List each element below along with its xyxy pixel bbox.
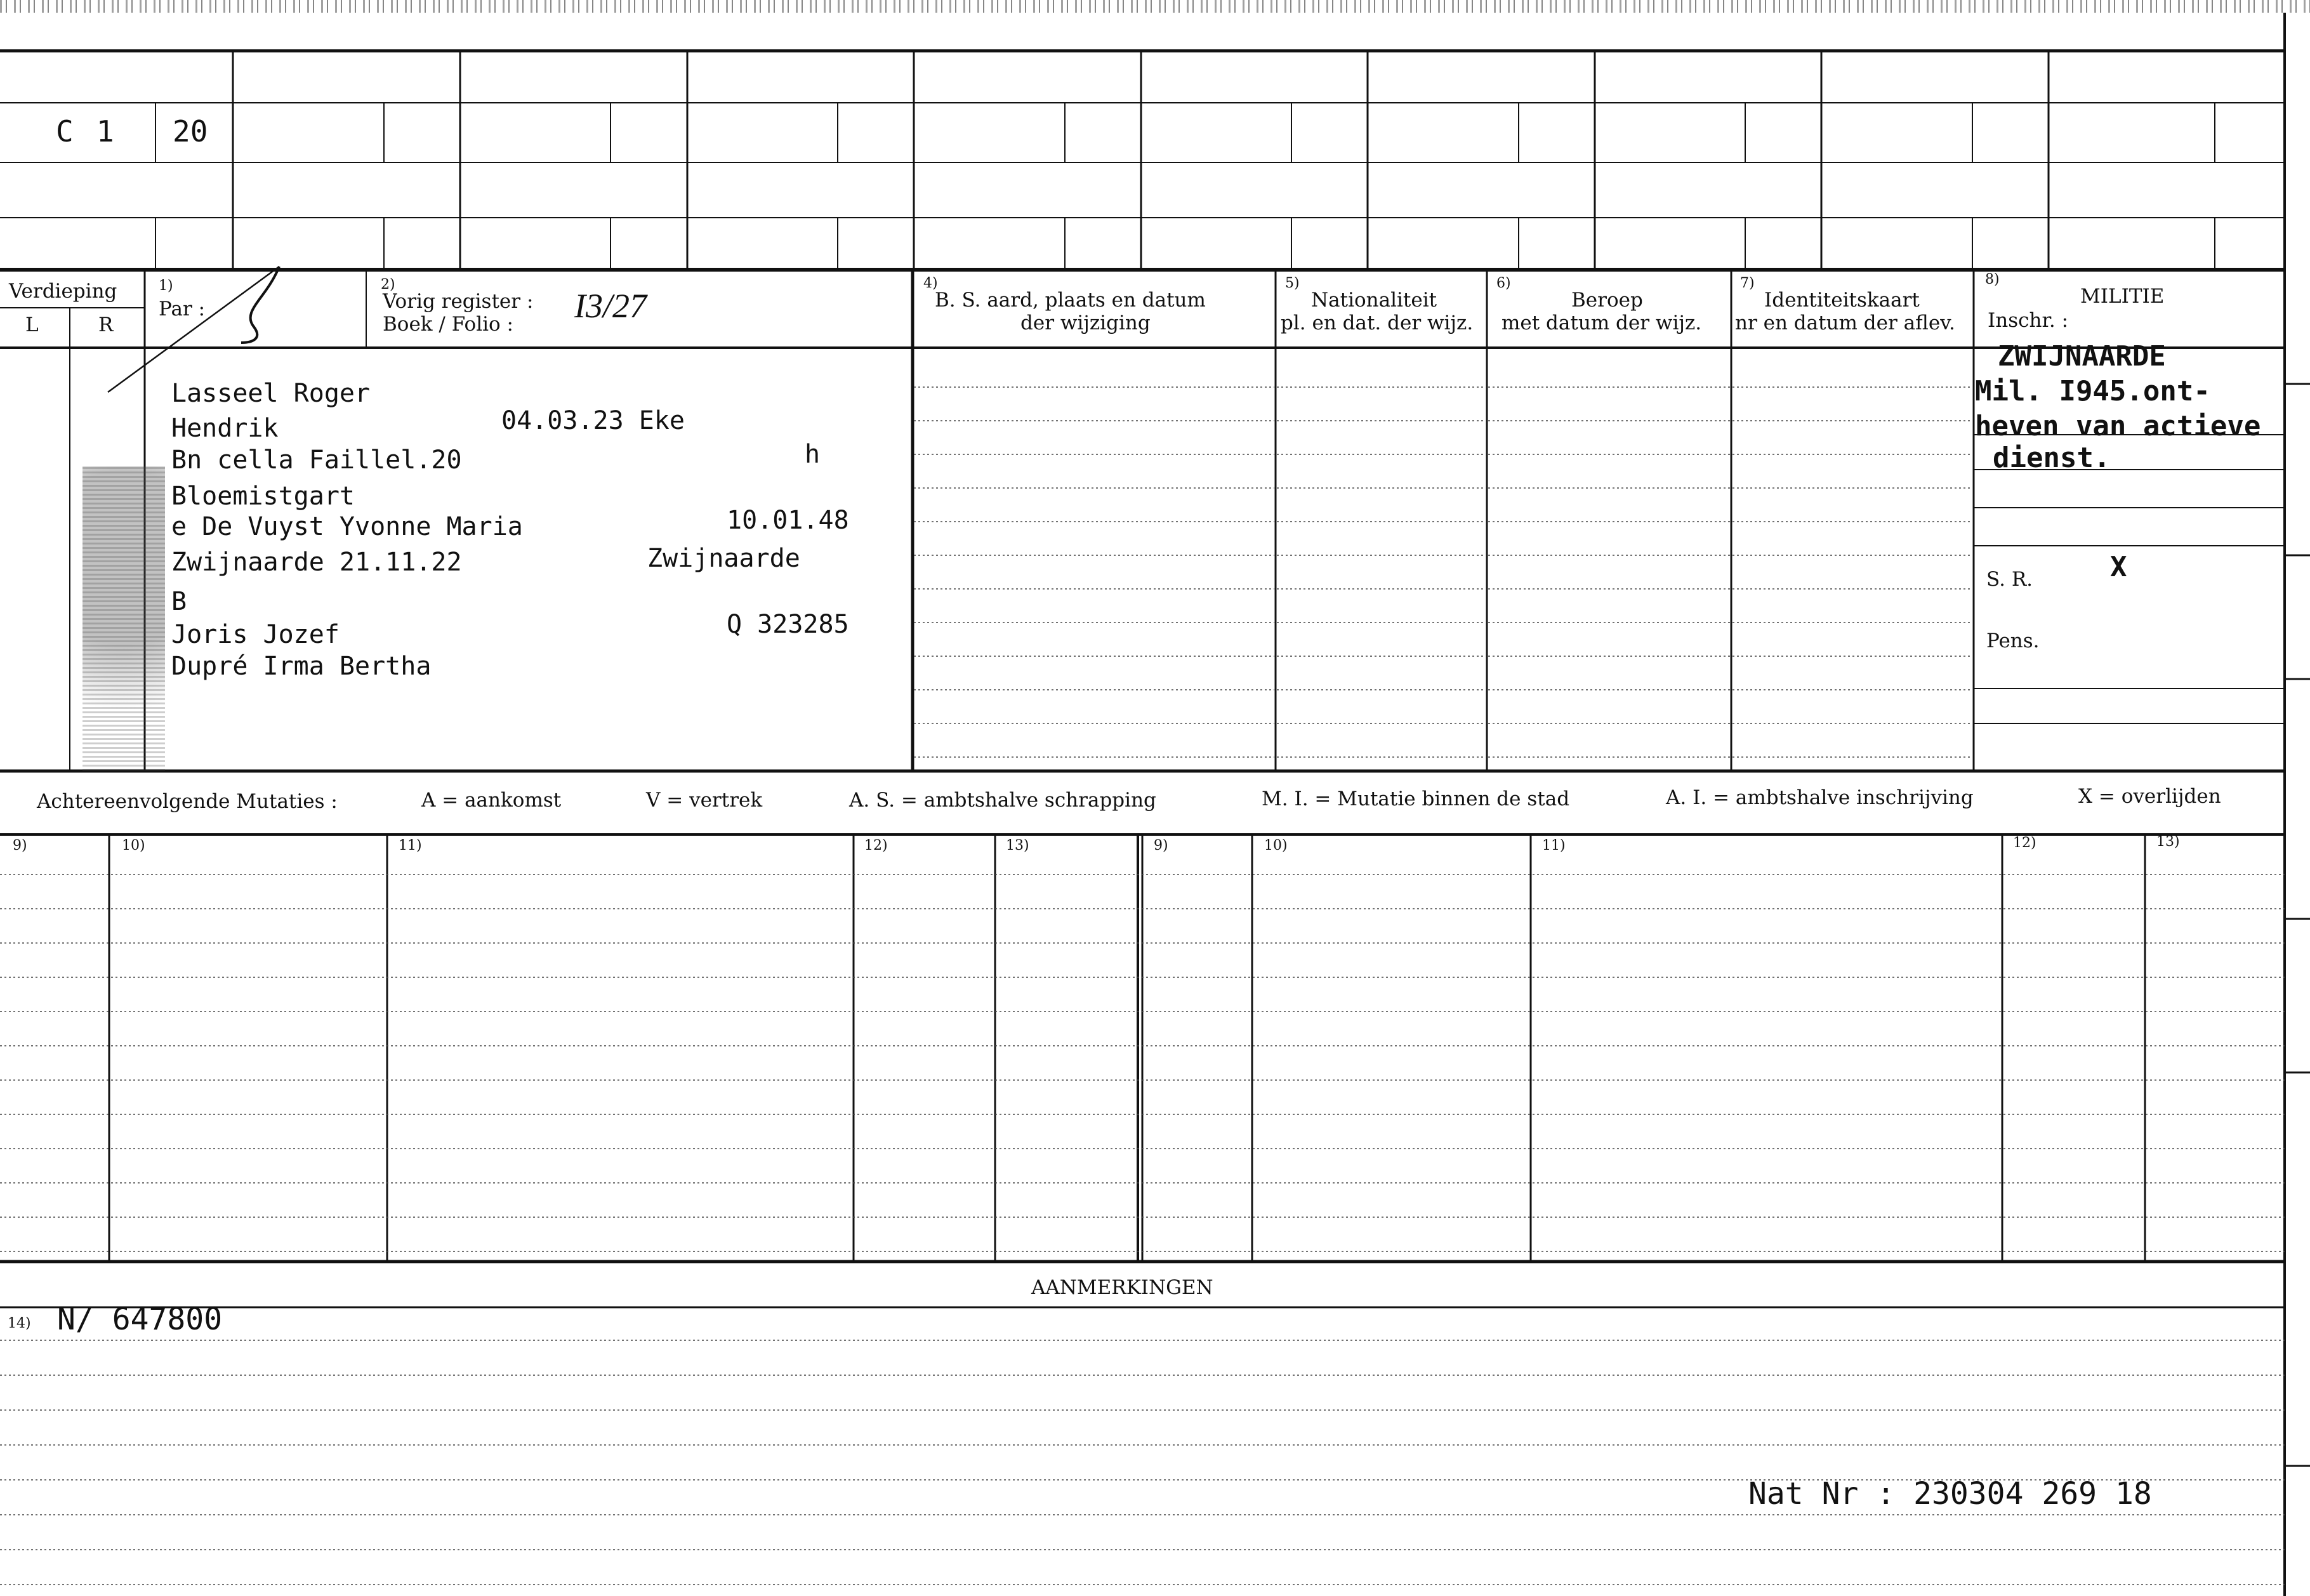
verdieping-label: Verdieping	[9, 280, 117, 303]
mutaties-aankomst: A = aankomst	[421, 789, 562, 812]
mut-col-9: 9)	[13, 838, 27, 854]
mutaties-title: Achtereenvolgende Mutaties :	[37, 790, 338, 813]
mutaties-schrapping: A. S. = ambtshalve schrapping	[849, 789, 1156, 812]
mutaties-binnen-stad: M. I. = Mutatie binnen de stad	[1262, 788, 1570, 810]
note-2: 2)	[381, 277, 395, 293]
cell-1: 1	[96, 114, 114, 148]
aanmerking-value: N/ 647800	[57, 1302, 223, 1337]
sr-label: S. R.	[1986, 568, 2033, 591]
spouse-birth: Zwijnaarde 21.11.22	[171, 548, 462, 577]
militie-line4: dienst.	[1993, 442, 2111, 474]
boek-folio-label: Boek / Folio :	[383, 313, 513, 336]
militie-line1: ZWIJNAARDE	[1998, 340, 2166, 373]
marker-b: B	[171, 587, 187, 616]
note-5: 5)	[1285, 275, 1300, 291]
register-value: I3/27	[574, 287, 647, 325]
mut-col-12: 12)	[864, 838, 888, 854]
bs-label-line1: B. S. aard, plaats en datum	[935, 289, 1206, 312]
r-label: R	[98, 313, 114, 336]
mut-col-13: 13)	[1006, 838, 1029, 854]
person-profession: Bloemistgart	[171, 482, 355, 511]
mut-col-10: 10)	[122, 838, 145, 854]
note-4: 4)	[923, 275, 938, 291]
identiteitskaart-sub-label: nr en datum der aflev.	[1735, 312, 1955, 334]
mutaties-overlijden: X = overlijden	[2078, 785, 2221, 808]
militie-label: MILITIE	[2080, 285, 2165, 308]
mut-col-9b: 9)	[1154, 838, 1168, 854]
mut-col-13b: 13)	[2156, 834, 2180, 850]
spouse-name: e De Vuyst Yvonne Maria	[171, 512, 523, 541]
marker-h: h	[805, 440, 821, 469]
person-address: Bn cella Faillel.20	[171, 445, 462, 475]
cell-c: C	[56, 114, 74, 148]
note-6: 6)	[1496, 275, 1511, 291]
beroep-sub-label: met datum der wijz.	[1502, 312, 1702, 334]
note-8: 8)	[1985, 272, 2000, 287]
mother-name: Dupré Irma Bertha	[171, 652, 432, 681]
ink-stamp-smudge	[82, 466, 165, 771]
note-7: 7)	[1740, 275, 1755, 291]
marriage-date: 10.01.48	[727, 506, 849, 535]
person-name-line2: Hendrik	[171, 414, 279, 443]
cell-20: 20	[173, 114, 208, 148]
national-number: Nat Nr : 230304 269 18	[1748, 1476, 2152, 1512]
note-1: 1)	[159, 278, 173, 294]
father-name: Joris Jozef	[171, 620, 340, 649]
mut-col-12b: 12)	[2013, 835, 2036, 851]
sr-value: X	[2110, 551, 2127, 583]
nationaliteit-label: Nationaliteit	[1311, 289, 1437, 312]
militie-line3: heven van actieve	[1975, 410, 2261, 442]
par-label: Par :	[159, 298, 206, 320]
note-14: 14)	[8, 1316, 31, 1331]
militie-line2: Mil. I945.ont-	[1975, 375, 2210, 407]
mut-col-11: 11)	[399, 838, 422, 854]
mutaties-inschrijving: A. I. = ambtshalve inschrijving	[1666, 786, 1974, 809]
mutaties-vertrek: V = vertrek	[646, 789, 763, 812]
nationaliteit-sub-label: pl. en dat. der wijz.	[1281, 312, 1474, 334]
mut-col-10b: 10)	[1264, 838, 1288, 854]
id-number: Q 323285	[727, 610, 849, 639]
birth-date-place: 04.03.23 Eke	[501, 406, 685, 435]
l-label: L	[25, 313, 39, 336]
inschr-label: Inschr. :	[1988, 309, 2069, 332]
pens-label: Pens.	[1986, 630, 2040, 652]
identiteitskaart-label: Identiteitskaart	[1764, 289, 1920, 312]
person-name-line1: Lasseel Roger	[171, 379, 371, 408]
aanmerkingen-title: AANMERKINGEN	[1031, 1276, 1213, 1299]
marriage-place: Zwijnaarde	[647, 544, 800, 573]
mut-col-11b: 11)	[1542, 838, 1566, 854]
vorig-register-label: Vorig register :	[383, 290, 534, 313]
bs-label-line2: der wijziging	[1020, 312, 1151, 334]
beroep-label: Beroep	[1571, 289, 1643, 312]
